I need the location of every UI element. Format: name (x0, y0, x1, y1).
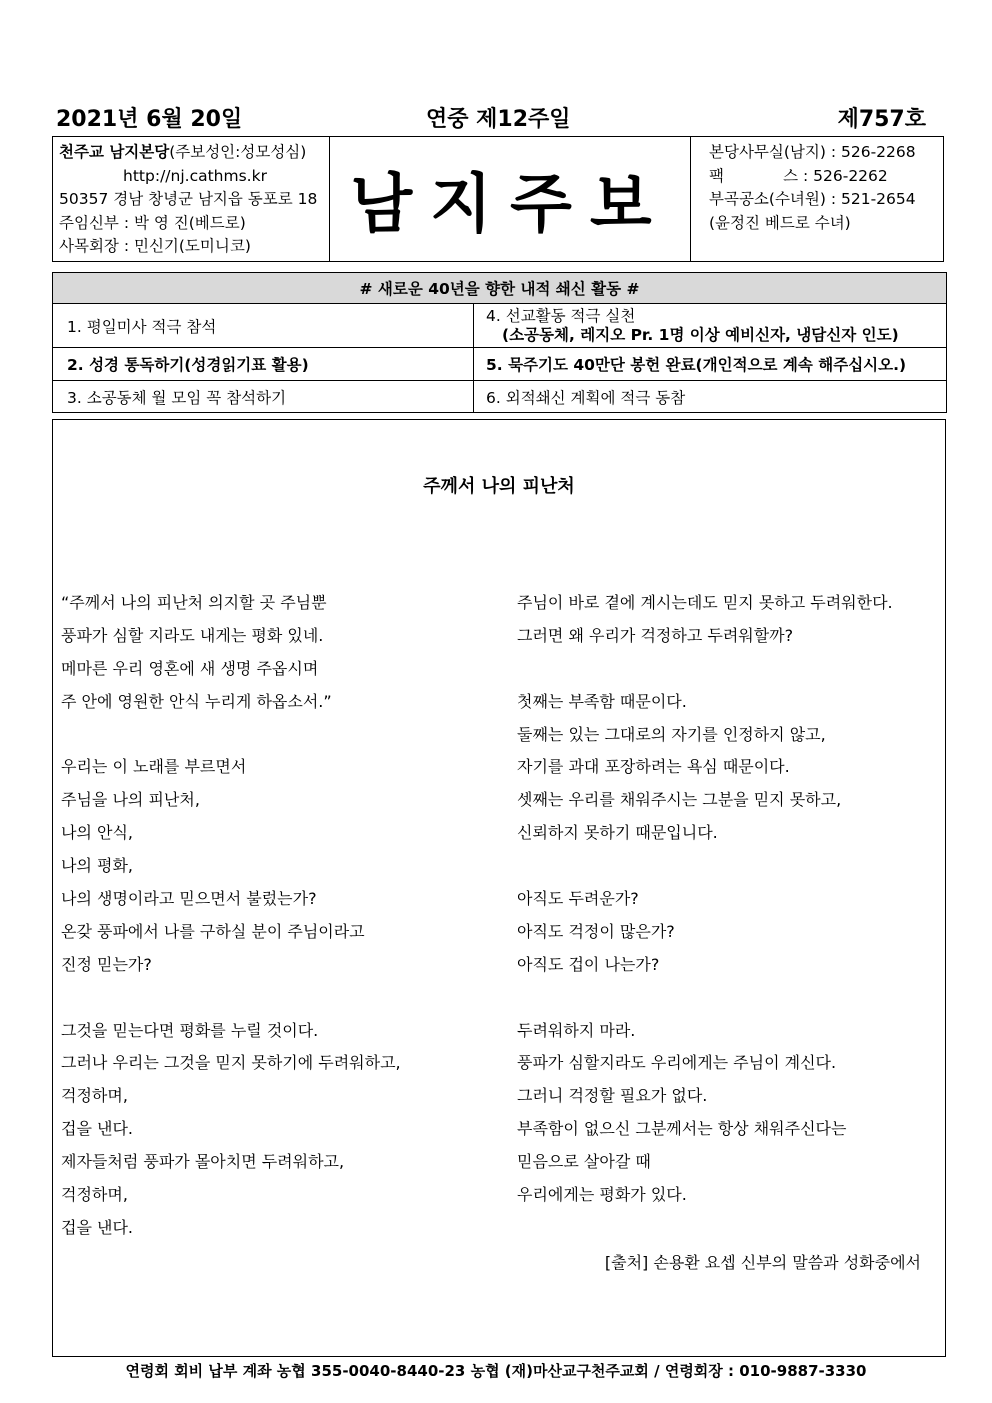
text-line: 그것을 믿는다면 평화를 누릴 것이다. (61, 1020, 319, 1040)
parish-info (59, 141, 331, 259)
text-line: 셋째는 우리를 채워주시는 그분을 믿지 못하고, (517, 790, 842, 810)
liturgical-sunday: 연중 제12주일 (426, 107, 571, 132)
text-line: “주께서 나의 피난처 의지할 곳 주님뿐 (61, 593, 327, 612)
text-line (517, 653, 941, 686)
text-line: 그러나 우리는 그것을 믿지 못하기에 두려워하고, (61, 1053, 401, 1073)
masthead-box (52, 136, 944, 262)
footer-account-info: 연령회 회비 납부 계좌 농협 355-0040-8440-23 농협 (재)마산교구천주교회 / 연령회장 : 010-9887-3330 (125, 1362, 867, 1380)
text-line: 신뢰하지 못하기 때문입니다. (517, 823, 718, 843)
text-line: 아직도 겁이 나는가? (517, 954, 660, 974)
text-line (517, 850, 941, 883)
divider (329, 137, 330, 261)
text-line: 두려워하지 마라. (517, 1020, 636, 1040)
issue-date: 2021년 6월 20일 (56, 107, 243, 132)
text-line: 풍파가 심할 지라도 내게는 평화 있네. (61, 625, 324, 645)
text-line: 둘째는 있는 그대로의 자기를 인정하지 않고, (517, 724, 826, 744)
issue-info-line (56, 102, 926, 132)
article-box (52, 419, 946, 1357)
divider (690, 137, 691, 261)
text-line: 나의 생명이라고 믿으면서 불렀는가? (61, 889, 317, 909)
text-line: 걱정하며, (61, 1086, 128, 1106)
text-line: 아직도 걱정이 많은가? (517, 921, 675, 941)
parish-url[interactable]: http://nj.cathms.kr (123, 166, 267, 185)
issue-number: 제757호 (837, 107, 926, 132)
parish-address: 50357 경남 창녕군 남지읍 동포로 18 (59, 190, 318, 208)
renewal-item-4-line1: 4. 선교활동 적극 실천 (486, 306, 636, 325)
text-line (517, 982, 941, 1015)
text-line: 그러면 왜 우리가 걱정하고 두려워할까? (517, 625, 794, 645)
text-line: 겁을 낸다. (61, 1119, 133, 1139)
parish-patron: (주보성인:성모성심) (169, 143, 307, 161)
text-line: 그러니 걱정할 필요가 없다. (517, 1086, 708, 1106)
renewal-item-2: 2. 성경 통독하기(성경읽기표 활용) (53, 348, 474, 381)
text-line: 자기를 과대 포장하려는 욕심 때문이다. (517, 757, 790, 777)
renewal-title: # 새로운 40년을 향한 내적 쇄신 활동 # (53, 273, 947, 304)
article-title: 주께서 나의 피난처 (423, 476, 575, 497)
pastor-name: 주임신부 : 박 영 진(베드로) (59, 213, 246, 232)
text-line: 부족함이 없으신 그분께서는 항상 채워주신다는 (517, 1119, 847, 1139)
text-line: 우리에게는 평화가 있다. (517, 1185, 687, 1205)
text-line: 메마른 우리 영혼에 새 생명 주옵시며 (61, 658, 319, 678)
text-line: 주님을 나의 피난처, (61, 790, 200, 810)
text-line: 걱정하며, (61, 1185, 128, 1205)
text-line: 풍파가 심할지라도 우리에게는 주님이 계신다. (517, 1053, 837, 1073)
text-line: 우리는 이 노래를 부르면서 (61, 757, 247, 777)
renewal-item-5: 5. 묵주기도 40만단 봉헌 완료(개인적으로 계속 해주십시오.) (474, 348, 947, 381)
renewal-item-4 (474, 304, 947, 348)
text-line: 진정 믿는가? (61, 954, 152, 974)
text-line: 첫째는 부족함 때문이다. (517, 691, 687, 711)
text-line (61, 982, 501, 1015)
renewal-item-4-line2: (소공동체, 레지오 Pr. 1명 이상 예비신자, 냉담신자 인도) (502, 325, 899, 344)
renewal-item-6: 6. 외적쇄신 계획에 적극 동참 (474, 381, 947, 413)
renewal-table (52, 272, 947, 413)
mission-phone: 부곡공소(수녀원) : 521-2654 (709, 190, 916, 208)
text-line: 주 안에 영원한 안식 누리게 하옵소서.” (61, 691, 332, 711)
text-line: 주님이 바로 곁에 계시는데도 믿지 못하고 두려워한다. (517, 593, 893, 612)
text-line: 믿음으로 살아갈 때 (517, 1152, 651, 1172)
renewal-item-1: 1. 평일미사 적극 참석 (53, 304, 474, 348)
renewal-item-3: 3. 소공동체 월 모임 꼭 참석하기 (53, 381, 474, 413)
mission-sister: (윤정진 베드로 수녀) (709, 213, 851, 232)
masthead-title: 남지주보 (350, 167, 670, 242)
contact-info (709, 141, 941, 235)
text-line: 아직도 두려운가? (517, 889, 639, 909)
text-line: 온갖 풍파에서 나를 구하실 분이 주님이라고 (61, 921, 365, 941)
parish-name: 천주교 남지본당 (59, 143, 170, 161)
text-line: 나의 안식, (61, 823, 133, 843)
text-line: 나의 평화, (61, 856, 133, 876)
article-source: [출처] 손용환 요셉 신부의 말씀과 성화중에서 (604, 1253, 921, 1272)
text-line: 겁을 낸다. (61, 1217, 133, 1237)
text-line: 제자들처럼 풍파가 몰아치면 두려워하고, (61, 1152, 345, 1172)
office-phone: 본당사무실(남지) : 526-2268 (709, 143, 916, 161)
council-chair: 사목회장 : 민신기(도미니코) (59, 237, 251, 255)
article-right-column (517, 587, 941, 1212)
article-left-column (61, 587, 501, 1245)
text-line (61, 719, 501, 752)
fax-number: 팩 스 : 526-2262 (709, 166, 888, 185)
